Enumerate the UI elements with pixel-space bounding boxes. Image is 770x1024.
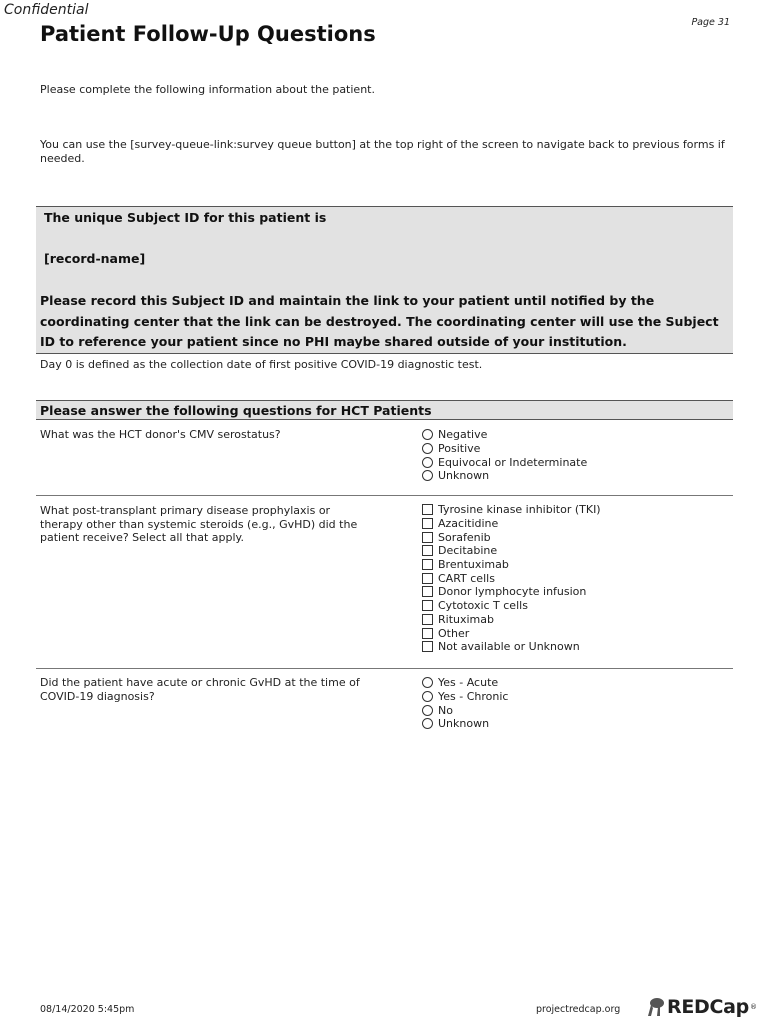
gvhd-options [422, 676, 508, 731]
subject-id-box [36, 206, 733, 354]
question-label-gvhd: Did the patient have acute or chronic GvHD at the time of COVID-19 diagnosis? [40, 676, 360, 703]
footer-date: 08/14/2020 5:45pm [40, 1004, 135, 1015]
subject-id-heading: The unique Subject ID for this patient is [44, 210, 327, 225]
redcap-logo-icon [645, 996, 667, 1018]
radio-button[interactable] [422, 677, 433, 688]
radio-option[interactable] [422, 676, 508, 690]
section-header [36, 400, 733, 420]
checkbox-option[interactable] [422, 571, 601, 585]
checkbox[interactable] [422, 518, 433, 529]
radio-option[interactable] [422, 703, 508, 717]
option-label: Tyrosine kinase inhibitor (TKI) [438, 503, 601, 517]
checkbox[interactable] [422, 586, 433, 597]
radio-button[interactable] [422, 691, 433, 702]
option-label: Rituximab [438, 612, 494, 626]
redcap-logo [645, 996, 757, 1018]
option-label: Negative [438, 428, 488, 442]
radio-button[interactable] [422, 443, 433, 454]
checkbox-option[interactable] [422, 613, 601, 627]
radio-option[interactable] [422, 690, 508, 704]
option-label: Equivocal or Indeterminate [438, 455, 588, 469]
option-label: Positive [438, 442, 481, 456]
registered-mark: ® [749, 1003, 757, 1011]
option-label: Not available or Unknown [438, 640, 580, 654]
checkbox[interactable] [422, 532, 433, 543]
divider [36, 495, 733, 496]
cmv-options [422, 428, 587, 483]
checkbox[interactable] [422, 545, 433, 556]
checkbox-option[interactable] [422, 503, 601, 517]
day0-definition: Day 0 is defined as the collection date of first positive COVID-19 diagnostic test. [40, 358, 483, 371]
radio-button[interactable] [422, 705, 433, 716]
survey-queue-text: You can use the [survey-queue-link:survey queue button] at the top right of the screen to navigate back to previous forms if needed. [40, 138, 725, 165]
option-label: CART cells [438, 571, 495, 585]
question-label-cmv: What was the HCT donor's CMV serostatus? [40, 428, 281, 441]
radio-option[interactable] [422, 717, 508, 731]
option-label: Other [438, 626, 470, 640]
option-label: Unknown [438, 469, 490, 483]
checkbox-option[interactable] [422, 640, 601, 654]
checkbox-option[interactable] [422, 544, 601, 558]
checkbox-option[interactable] [422, 517, 601, 531]
option-label: No [438, 703, 453, 717]
checkbox[interactable] [422, 573, 433, 584]
checkbox-option[interactable] [422, 626, 601, 640]
prophylaxis-options [422, 503, 601, 654]
record-name-placeholder: [record-name] [44, 251, 146, 266]
checkbox[interactable] [422, 614, 433, 625]
redcap-logo-text: REDCap [667, 996, 749, 1018]
radio-button[interactable] [422, 457, 433, 468]
page-number: Page 31 [691, 17, 730, 28]
checkbox-option[interactable] [422, 599, 601, 613]
divider [36, 668, 733, 669]
checkbox-option[interactable] [422, 558, 601, 572]
confidential-label: Confidential [4, 2, 89, 18]
question-label-prophylaxis: What post-transplant primary disease prophylaxis or therapy other than systemic steroids (e.g., GvHD) did the patient receive? Select all that apply. [40, 504, 358, 545]
checkbox[interactable] [422, 600, 433, 611]
radio-option[interactable] [422, 455, 587, 469]
intro-text: Please complete the following information about the patient. [40, 83, 375, 96]
checkbox[interactable] [422, 559, 433, 570]
radio-button[interactable] [422, 429, 433, 440]
checkbox-option[interactable] [422, 530, 601, 544]
option-label: Yes - Acute [438, 676, 499, 690]
radio-button[interactable] [422, 718, 433, 729]
option-label: Decitabine [438, 544, 498, 558]
page-title: Patient Follow-Up Questions [40, 22, 376, 46]
radio-option[interactable] [422, 442, 587, 456]
checkbox[interactable] [422, 504, 433, 515]
option-label: Cytotoxic T cells [438, 599, 528, 613]
checkbox-option[interactable] [422, 585, 601, 599]
subject-id-notice: Please record this Subject ID and maintain the link to your patient until notified by the coordinating center that the link can be destroyed. The coordinating center will use the Subject ID to reference your patient since no PHI maybe shared outside of your institution. [40, 293, 719, 349]
radio-button[interactable] [422, 470, 433, 481]
checkbox[interactable] [422, 628, 433, 639]
footer-site: projectredcap.org [536, 1004, 621, 1015]
radio-option[interactable] [422, 469, 587, 483]
option-label: Donor lymphocyte infusion [438, 585, 587, 599]
radio-option[interactable] [422, 428, 587, 442]
option-label: Azacitidine [438, 517, 499, 531]
section-header-label: Please answer the following questions for HCT Patients [40, 403, 432, 418]
option-label: Sorafenib [438, 530, 491, 544]
option-label: Yes - Chronic [438, 690, 509, 704]
option-label: Brentuximab [438, 558, 509, 572]
option-label: Unknown [438, 717, 490, 731]
checkbox[interactable] [422, 641, 433, 652]
